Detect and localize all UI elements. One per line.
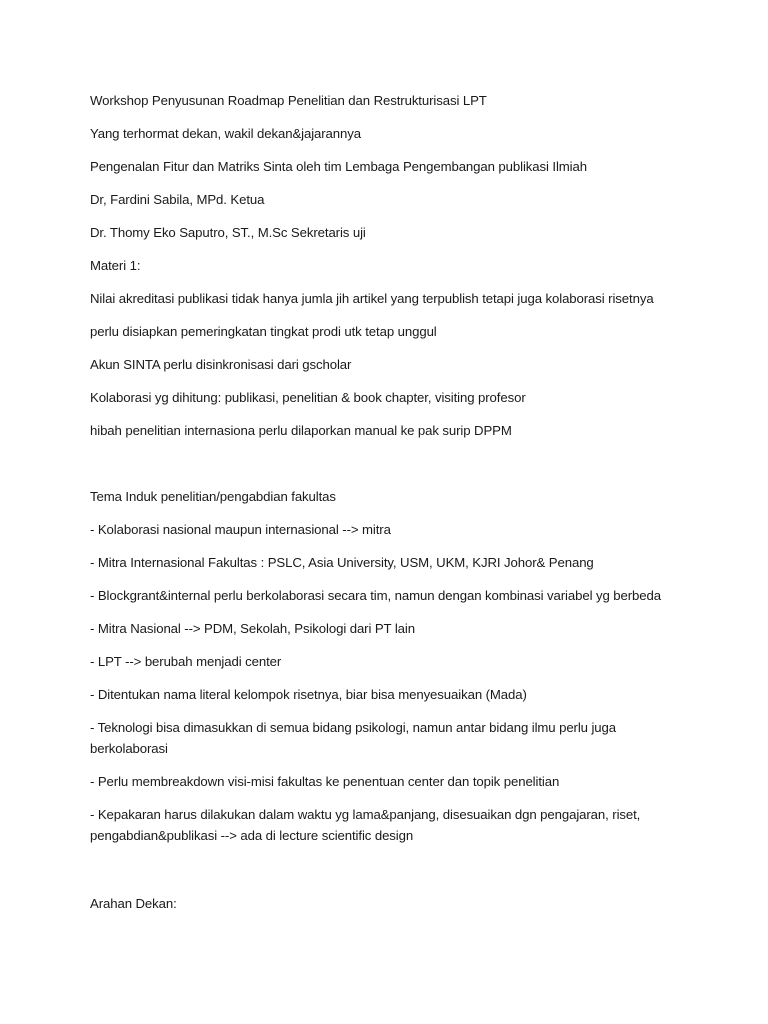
chair-line: Dr, Fardini Sabila, MPd. Ketua [90, 192, 265, 207]
theme-heading: Tema Induk penelitian/pengabdian fakultas [90, 489, 336, 504]
theme-item: - Teknologi bisa dimasukkan di semua bidang psikologi, namun antar bidang ilmu perlu juga berkolaborasi [90, 720, 617, 756]
theme-item: - Kolaborasi nasional maupun internasional --> mitra [90, 522, 391, 537]
document-title: Workshop Penyusunan Roadmap Penelitian dan Restrukturisasi LPT [90, 93, 487, 108]
materi-point: perlu disiapkan pemeringkatan tingkat prodi utk tetap unggul [90, 324, 437, 339]
spacer [90, 858, 690, 893]
dean-directions-heading: Arahan Dekan: [90, 896, 177, 911]
theme-item: - Perlu membreakdown visi-misi fakultas ke penentuan center dan topik penelitian [90, 774, 560, 789]
theme-item: - LPT --> berubah menjadi center [90, 654, 282, 669]
materi-point: Akun SINTA perlu disinkronisasi dari gscholar [90, 357, 352, 372]
greeting-line: Yang terhormat dekan, wakil dekan&jajarannya [90, 126, 361, 141]
materi-heading: Materi 1: [90, 258, 141, 273]
theme-item: - Blockgrant&internal perlu berkolaborasi secara tim, namun dengan kombinasi variabel yg berbeda [90, 588, 661, 603]
document-body [90, 90, 690, 926]
materi-point: hibah penelitian internasiona perlu dilaporkan manual ke pak surip DPPM [90, 423, 512, 438]
intro-line: Pengenalan Fitur dan Matriks Sinta oleh tim Lembaga Pengembangan publikasi Ilmiah [90, 159, 587, 174]
secretary-line: Dr. Thomy Eko Saputro, ST., M.Sc Sekretaris uji [90, 225, 366, 240]
materi-point: Kolaborasi yg dihitung: publikasi, penelitian & book chapter, visiting profesor [90, 390, 526, 405]
theme-item: - Ditentukan nama literal kelompok risetnya, biar bisa menyesuaikan (Mada) [90, 687, 527, 702]
theme-item: - Mitra Internasional Fakultas : PSLC, Asia University, USM, UKM, KJRI Johor& Penang [90, 555, 594, 570]
materi-point: Nilai akreditasi publikasi tidak hanya jumla jih artikel yang terpublish tetapi juga kolaborasi risetnya [90, 291, 654, 306]
theme-item: - Kepakaran harus dilakukan dalam waktu yg lama&panjang, disesuaikan dgn pengajaran, riset, pengabdian&publikasi --> ada di lecture scientific design [90, 807, 641, 843]
spacer [90, 453, 690, 486]
theme-item: - Mitra Nasional --> PDM, Sekolah, Psikologi dari PT lain [90, 621, 415, 636]
